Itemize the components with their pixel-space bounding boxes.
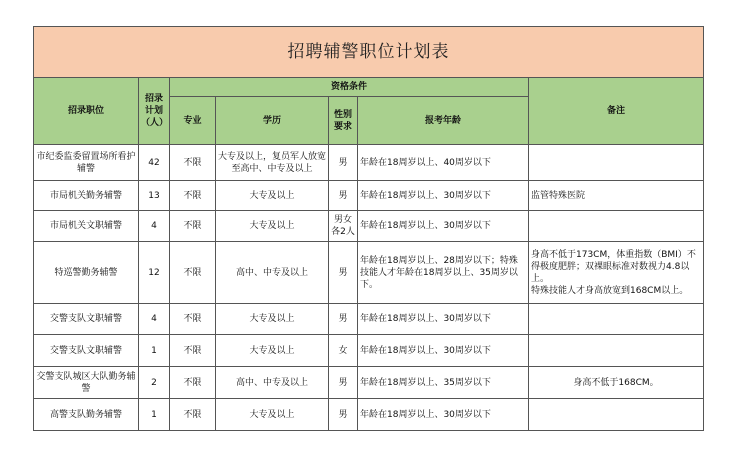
cell-major: 不限 <box>170 181 216 211</box>
table-row <box>34 399 704 431</box>
cell-major: 不限 <box>170 335 216 367</box>
cell-gender: 男 <box>329 304 358 335</box>
page-title: 招聘辅警职位计划表 <box>34 27 704 78</box>
cell-position: 市局机关勤务辅警 <box>34 181 139 211</box>
cell-gender: 男 <box>329 399 358 431</box>
cell-count: 42 <box>139 145 170 181</box>
cell-age: 年龄在18周岁以上、30周岁以下 <box>358 181 529 211</box>
cell-major: 不限 <box>170 211 216 242</box>
header-position: 招录职位 <box>34 78 139 145</box>
cell-remarks <box>529 304 704 335</box>
cell-position: 特巡警勤务辅警 <box>34 242 139 304</box>
header-major: 专业 <box>170 97 216 145</box>
cell-gender: 男 <box>329 145 358 181</box>
cell-count: 2 <box>139 367 170 399</box>
cell-remarks <box>529 145 704 181</box>
recruitment-table <box>33 26 704 431</box>
cell-age: 年龄在18周岁以上、40周岁以下 <box>358 145 529 181</box>
cell-remarks: 身高不低于173CM，体重指数（BMI）不得极度肥胖；双裸眼标准对数视力4.8以上。 特殊技能人才身高放宽到168CM以上。 <box>529 242 704 304</box>
cell-position: 交警支队城区大队勤务辅警 <box>34 367 139 399</box>
cell-age: 年龄在18周岁以上、30周岁以下 <box>358 211 529 242</box>
cell-major: 不限 <box>170 242 216 304</box>
table-row <box>34 304 704 335</box>
cell-gender: 女 <box>329 335 358 367</box>
cell-age: 年龄在18周岁以上、30周岁以下 <box>358 304 529 335</box>
table-row <box>34 181 704 211</box>
cell-gender: 男 <box>329 367 358 399</box>
cell-education: 大专及以上 <box>216 304 329 335</box>
cell-count: 13 <box>139 181 170 211</box>
cell-count: 12 <box>139 242 170 304</box>
cell-position: 高警支队勤务辅警 <box>34 399 139 431</box>
table-row <box>34 242 704 304</box>
header-gender: 性别要求 <box>329 97 358 145</box>
cell-education: 高中、中专及以上 <box>216 242 329 304</box>
cell-gender: 男 <box>329 242 358 304</box>
cell-remarks <box>529 211 704 242</box>
cell-remarks <box>529 335 704 367</box>
cell-count: 1 <box>139 335 170 367</box>
cell-count: 4 <box>139 211 170 242</box>
table-row <box>34 145 704 181</box>
header-qualifications: 资格条件 <box>170 78 529 97</box>
cell-position: 市纪委监委留置场所看护辅警 <box>34 145 139 181</box>
cell-age: 年龄在18周岁以上、30周岁以下 <box>358 335 529 367</box>
cell-count: 4 <box>139 304 170 335</box>
cell-education: 大专及以上 <box>216 211 329 242</box>
cell-gender: 男 <box>329 181 358 211</box>
table-row <box>34 367 704 399</box>
cell-count: 1 <box>139 399 170 431</box>
cell-education: 大专及以上 <box>216 181 329 211</box>
table-row <box>34 211 704 242</box>
cell-position: 交警支队文职辅警 <box>34 335 139 367</box>
cell-major: 不限 <box>170 367 216 399</box>
header-education: 学历 <box>216 97 329 145</box>
cell-age: 年龄在18周岁以上、30周岁以下 <box>358 399 529 431</box>
cell-remarks: 监管特殊医院 <box>529 181 704 211</box>
table-row <box>34 335 704 367</box>
cell-major: 不限 <box>170 304 216 335</box>
header-remarks: 备注 <box>529 78 704 145</box>
cell-age: 年龄在18周岁以上、28周岁以下；特殊技能人才年龄在18周岁以上、35周岁以下。 <box>358 242 529 304</box>
cell-education: 大专及以上 <box>216 335 329 367</box>
cell-position: 交警支队文职辅警 <box>34 304 139 335</box>
cell-age: 年龄在18周岁以上、35周岁以下 <box>358 367 529 399</box>
cell-remarks: 身高不低于168CM。 <box>529 367 704 399</box>
cell-major: 不限 <box>170 399 216 431</box>
cell-education: 高中、中专及以上 <box>216 367 329 399</box>
header-count: 招录计划（人） <box>139 78 170 145</box>
header-age: 报考年龄 <box>358 97 529 145</box>
cell-gender: 男女各2人 <box>329 211 358 242</box>
cell-major: 不限 <box>170 145 216 181</box>
cell-position: 市局机关文职辅警 <box>34 211 139 242</box>
cell-education: 大专及以上，复员军人放宽至高中、中专及以上 <box>216 145 329 181</box>
cell-remarks <box>529 399 704 431</box>
cell-education: 大专及以上 <box>216 399 329 431</box>
